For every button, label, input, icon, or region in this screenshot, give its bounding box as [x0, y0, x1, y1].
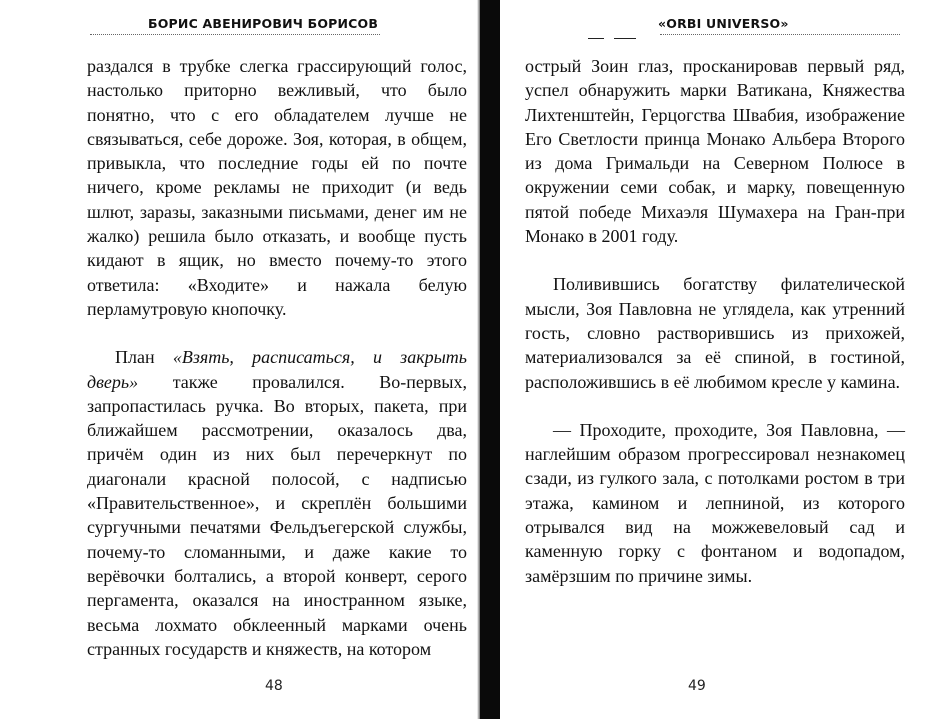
paragraph-rest: также провалился. Во-первых, запропастилась ручка. Во вторых, пакета, при ближайшем рассмотрении, оказалось два, причём один из них был перечеркнут по диагонали красной полосой, с надписью «Правительственное», и скреплён большими сургучными печатями Фельдъегерской службы, почему-то сломанными, и даже какие то верёвочки болтались, а второй конверт, серого пергамента, оказался на иностранном языке, весьма лохмато обклеенный марками очень странных государств и княжеств, на котором [87, 371, 467, 659]
paragraph: раздался в трубке слегка грассирующий голос, настолько приторно вежливый, что было понятно, что с его обладателем лучше не связываться, себе дороже. Зоя, которая, в общем, привыкла, что последние годы ей по почте ничего, кроме рекламы не приходит (и ведь шлют, заразы, заказными письмами, денег им не жалко) решила было отказать, и вообще пусть кидают в ящик, но вместо почему-то этого ответила: «Входите» и нажала белую перламутровую кнопочку. [87, 56, 467, 319]
emphasized-quote: «Взять, расписаться, и закрыть дверь» [87, 347, 467, 392]
right-page-body [525, 54, 905, 588]
header-rule [660, 34, 900, 35]
book-gutter [480, 0, 500, 719]
paragraph: — Проходите, проходите, Зоя Павловна, — наглейшим образом прогрессировал незнакомец сзади, из гулкого зала, с потолками ростом в три этажа, камином и лепниной, из которого отрывался вид на можжевеловый сад и каменную горку с фонтаном и водопадом, замёрзшим по причине зимы. [525, 419, 905, 586]
paragraph: острый Зоин глаз, просканировав первый ряд, успел обнаружить марки Ватикана, Княжества Лихтенштейн, Герцогства Швабия, изображение Его Светлости принца Монако Альбера Второго из дома Гримальди на Северном Полюсе в окружении семи собак, и марку, повещенную пятой победе Михаэля Шумахера на Гран-при Монако в 2001 году. [525, 56, 905, 247]
header-rule [90, 34, 380, 35]
page-number: 48 [265, 678, 283, 694]
paragraph-lead: План [115, 347, 173, 368]
right-page [500, 0, 949, 719]
header-dash-marks [588, 33, 646, 44]
page-number: 49 [688, 678, 706, 694]
running-head-author: БОРИС АВЕНИРОВИЧ БОРИСОВ [148, 16, 379, 31]
left-page-body [87, 54, 467, 661]
paragraph: Поливившись богатству филателической мысли, Зоя Павловна не углядела, как утренний гость, словно растворившись из прихожей, материализовался за её спиной, в гостиной, расположившись в её любимом кресле у камина. [525, 274, 905, 392]
paragraph [87, 345, 467, 661]
running-head-title: «ORBI UNIVERSO» [658, 16, 789, 31]
